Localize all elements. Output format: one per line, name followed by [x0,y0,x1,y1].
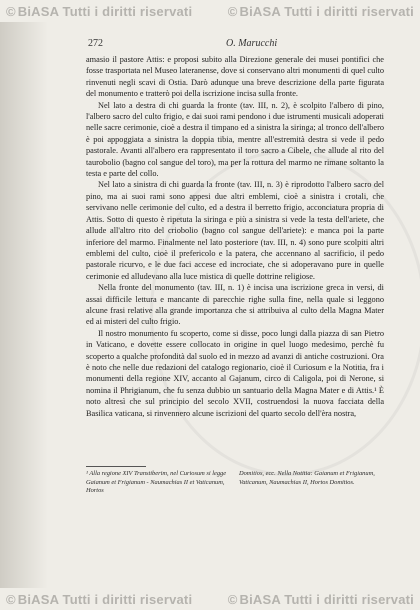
body-text [86,54,384,419]
footnote-column-left: ¹ Alla regione XIV Transtiberim, nel Curiosum si legge Gaianum et Frigianum - Naumachias II et Vaticanum, Hortos [86,470,227,495]
paragraph: Nella fronte del monumento (tav. III, n. 1) è incisa una iscrizione greca in versi, di assai difficile lettura e mancante di parecchie righe sulla fine, nella quale si leggono alcune frasi relative alla grande importanza che si attribuiva al culto della Magna Mater ed ai misteri del culto frigio. [86,283,384,327]
footnote-column-right: Domitios, ecc. Nella Notitia: Gaianum et Frigianum, Vaticanum, Naumachias II, Hortos Domitios. [239,470,375,486]
paragraph: amasio il pastore Attis: e proposi subito alla Direzione generale dei musei pontifici che fosse trasportata nel Museo lateranense, dove si conservano altri monumenti di quel culto rinvenuti negli scavi di Ostia. Darò adunque una breve descrizione della parte figurata del monumento e tratterò poi della iscrizione incisa sulla fronte. [86,55,384,99]
paragraph: Nel lato a destra di chi guarda la fronte (tav. III, n. 2), è scolpito l'albero di pino, l'albero sacro del culto frigio, e dai suoi rami pendono i due istrumenti musicali adoperati nelle sacre cerimonie, cioè a destra il timpano ed a sinistra la siringa; al tronco dell'albero è poi appoggiata a sinistra la doppia tibia, mentre all'estremità destra si vede il pedo pastorale. Avanti all'albero era rappresentato il toro sacro a Cibele, che allude al rito del taurobolio (bagno col sangue del toro), ma per la rottura del marmo ne rimane soltanto la testa e parte del collo. [86,100,384,179]
watermark-text: BiASA Tutti i diritti riservati [239,591,414,607]
watermark-text: BiASA Tutti i diritti riservati [17,591,193,607]
paragraph: Il nostro monumento fu scoperto, come si disse, poco lungi dalla piazza di san Pietro in Vaticano, e dovette essere collocato in origine in quel luogo medesimo, perchè fu scoperto a qualche profondità dal suolo ed in mezzo ad avanzi di antiche costruzioni. Ora è noto che nelle due redazioni del catalogo regionario, cioè il Curiosum e la Notitia, fra i monumenti della regione XIV, accanto al Gajanum, circo di Caligola, poi di Nerone, si nomina il Phrigianum, che fu senza dubbio un santuario della Magna Mater e di Attis.¹ È noto altresì che sul principio del secolo XVII, costruendosi la nuova facciata della Basilica vaticana, si rinvennero alcune iscrizioni del quarto secolo dell'èra nostra, [86,328,384,418]
watermark-banner-bottom [0,588,420,610]
running-title: O. Marucchi [226,38,278,49]
footnote-rule [86,466,146,467]
copyright-icon: © [227,3,238,19]
paragraph: Nel lato a sinistra di chi guarda la fronte (tav. III, n. 3) è riprodotto l'albero sacro del pino, ma ai suoi rami sono appesi due altri emblemi, cioè a sinistra i crotali, che servivano nelle cerimonie del culto, ed a destra il berretto frigio, acconciatura propria di Attis. Sotto di questo è ripetuta la siringa e più a sinistra si vede la testa dell'ariete, che allude all'altro rito del criobolio (bagno col sangue dell'ariete): e manca poi la parte inferiore del marmo. Finalmente nel lato posteriore (tav. III, n. 4) sono pure scolpiti altri emblemi del culto, cioè il prefericolo e la patera, che accennano al sacrificio, il pedo pastorale ricurvo, e le due faci accese ed incrociate, che si adoperavano pure in quelle cerimonie ed alludevano alla luce mistica di quelle dottrine religiose. [86,180,384,281]
copyright-icon: © [227,591,238,607]
watermark-banner-top [0,0,420,22]
page-gutter-shadow [0,22,48,588]
page-number: 272 [88,38,103,49]
footnote [86,470,384,496]
copyright-icon: © [6,3,16,19]
watermark-text: BiASA Tutti i diritti riservati [239,3,414,19]
watermark-text: BiASA Tutti i diritti riservati [17,3,193,19]
copyright-icon: © [6,591,16,607]
